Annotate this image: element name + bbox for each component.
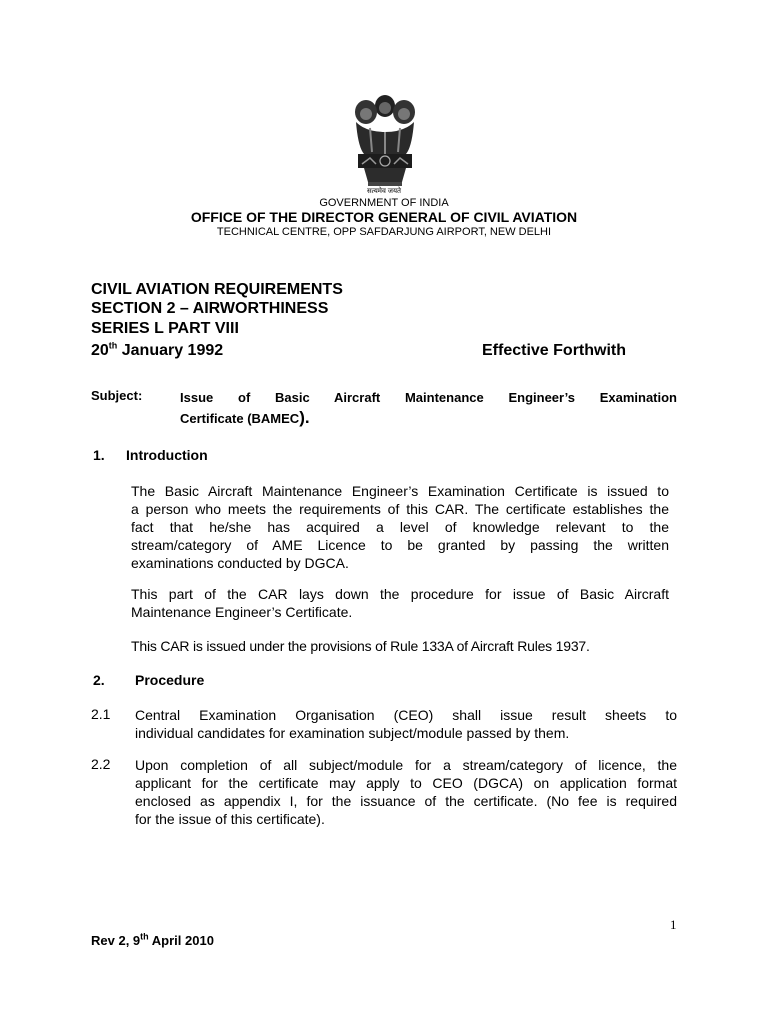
office-title: OFFICE OF THE DIRECTOR GENERAL OF CIVIL AVIATION bbox=[190, 209, 578, 225]
intro-p1-line: fact that he/she has acquired a level of knowledge relevant to the bbox=[131, 519, 669, 535]
subject-line-2-end: ). bbox=[299, 408, 310, 427]
emblem-motto: सत्यमेव जयते bbox=[366, 188, 402, 195]
para-2-1-line: individual candidates for examination subject/module passed by them. bbox=[135, 725, 570, 741]
rev-prefix: Rev 2, 9 bbox=[91, 933, 141, 948]
para-2-2 bbox=[135, 756, 677, 828]
section-1-number: 1. bbox=[93, 447, 105, 463]
para-2-1-line: Central Examination Organisation (CEO) shall issue result sheets to bbox=[135, 707, 677, 723]
intro-p1-line: a person who meets the requirements of this CAR. The certificate establishes the bbox=[131, 501, 669, 517]
para-2-1 bbox=[135, 706, 677, 742]
car-title: CIVIL AVIATION REQUIREMENTS bbox=[91, 281, 343, 298]
date-day: 20 bbox=[91, 342, 109, 359]
para-2-2-line: Upon completion of all subject/module for a stream/category of licence, the bbox=[135, 757, 677, 773]
government-of-india: GOVERNMENT OF INDIA bbox=[319, 197, 449, 209]
para-2-2-line: for the issue of this certificate). bbox=[135, 811, 325, 827]
car-section: SECTION 2 – AIRWORTHINESS bbox=[91, 300, 329, 317]
intro-paragraph-1 bbox=[131, 482, 669, 572]
para-2-2-line: applicant for the certificate may apply to CEO (DGCA) on application format bbox=[135, 775, 677, 791]
section-2-title: Procedure bbox=[135, 672, 205, 688]
revision-note bbox=[91, 933, 214, 948]
intro-p1-line: stream/category of AME Licence to be granted by passing the written bbox=[131, 537, 669, 553]
para-2-1-number: 2.1 bbox=[91, 706, 111, 722]
subject-line-1: Issue of Basic Aircraft Maintenance Engineer’s Examination bbox=[180, 390, 677, 405]
effective-date: Effective Forthwith bbox=[482, 342, 627, 359]
intro-p1-line: The Basic Aircraft Maintenance Engineer’s Examination Certificate is issued to bbox=[131, 483, 669, 499]
intro-paragraph-3: This CAR is issued under the provisions of Rule 133A of Aircraft Rules 1937. bbox=[131, 638, 590, 654]
subject-line-2: Certificate (BAMEC bbox=[180, 411, 300, 426]
intro-p2-line: Maintenance Engineer’s Certificate. bbox=[131, 604, 353, 620]
date-rest: January 1992 bbox=[117, 342, 224, 359]
rev-rest: April 2010 bbox=[148, 933, 214, 948]
para-2-2-line: enclosed as appendix I, for the issuance of the certificate. (No fee is required bbox=[135, 793, 677, 809]
intro-paragraph-2 bbox=[131, 585, 669, 621]
section-2-number: 2. bbox=[93, 672, 105, 688]
subject-text bbox=[180, 388, 677, 429]
section-1-title: Introduction bbox=[126, 447, 208, 463]
national-emblem-icon bbox=[346, 92, 424, 192]
technical-centre-address: TECHNICAL CENTRE, OPP SAFDARJUNG AIRPORT, NEW DELHI bbox=[216, 226, 552, 238]
subject-label: Subject: bbox=[91, 388, 143, 403]
para-2-2-number: 2.2 bbox=[91, 756, 111, 772]
rev-suffix: th bbox=[140, 931, 149, 942]
date-suffix: th bbox=[108, 340, 118, 351]
car-date bbox=[91, 342, 223, 360]
intro-p1-line: examinations conducted by DGCA. bbox=[131, 555, 349, 571]
car-series: SERIES L PART VIII bbox=[91, 320, 239, 337]
page-number: 1 bbox=[670, 917, 677, 932]
intro-p2-line: This part of the CAR lays down the procedure for issue of Basic Aircraft bbox=[131, 586, 669, 602]
